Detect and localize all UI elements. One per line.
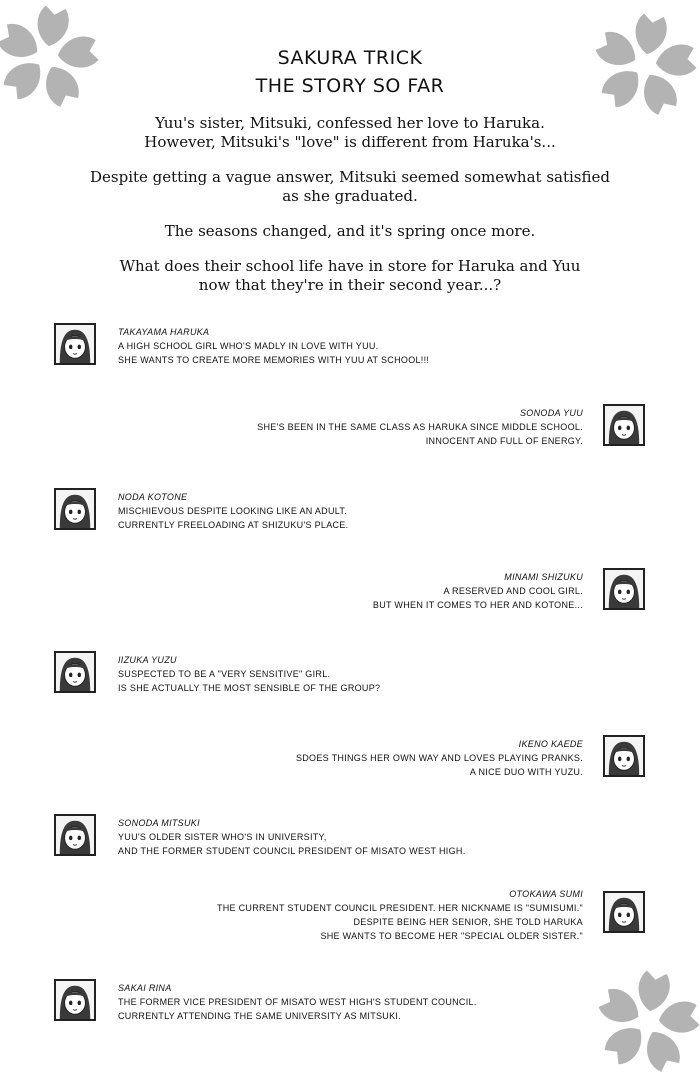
page-subtitle: THE STORY SO FAR [255, 75, 445, 97]
character-description: MISCHIEVOUS DESPITE LOOKING LIKE AN ADULT. [118, 506, 347, 516]
character-portrait-icon [603, 891, 645, 933]
character-portrait-icon [54, 814, 96, 856]
summary-line: Despite getting a vague answer, Mitsuki seemed somewhat satisfied [90, 168, 610, 186]
summary-line: now that they're in their second year...? [198, 276, 502, 294]
sakura-petal [635, 969, 672, 1013]
sakura-flower-icon [593, 967, 700, 1077]
character-description: A NICE DUO WITH YUZU. [469, 767, 583, 777]
character-entry [373, 568, 645, 612]
story-header [0, 44, 700, 311]
character-description: A RESERVED AND COOL GIRL. [443, 586, 583, 596]
character-name: IIZUKA YUZU [118, 655, 177, 665]
character-entry [296, 735, 645, 779]
summary-paragraph [0, 222, 700, 241]
character-description: THE CURRENT STUDENT COUNCIL PRESIDENT. HER NICKNAME IS "SUMISUMI." [216, 903, 583, 913]
character-portrait-icon [54, 488, 96, 530]
sakura-petal [639, 1025, 684, 1074]
character-description: A HIGH SCHOOL GIRL WHO'S MADLY IN LOVE WITH YUU. [118, 341, 379, 351]
summary-paragraph [0, 114, 700, 152]
character-entry [257, 404, 645, 448]
sakura-petal [596, 985, 645, 1031]
character-description: THE FORMER VICE PRESIDENT OF MISATO WEST HIGH'S STUDENT COUNCIL. [118, 997, 477, 1007]
summary-paragraph [0, 257, 700, 295]
summary-line: What does their school life have in store for Haruka and Yuu [119, 257, 581, 275]
character-portrait-icon [54, 323, 96, 365]
page-title: SAKURA TRICK [277, 47, 423, 69]
character-description: CURRENTLY FREELOADING AT SHIZUKU'S PLACE. [118, 520, 349, 530]
sakura-petal [657, 1000, 700, 1036]
summary-line: The seasons changed, and it's spring once more. [164, 222, 536, 240]
summary-line: However, Mitsuki's "love" is different from Haruka's... [144, 133, 556, 151]
character-portrait-icon [603, 735, 645, 777]
character-name: SAKAI RINA [118, 983, 172, 993]
character-name: NODA KOTONE [118, 492, 188, 502]
character-entry [217, 885, 645, 943]
character-portrait-icon [603, 404, 645, 446]
character-description: IS SHE ACTUALLY THE MOST SENSIBLE OF THE GROUP? [118, 683, 381, 693]
character-name: SONODA YUU [519, 408, 583, 418]
character-name: SONODA MITSUKI [118, 818, 200, 828]
character-description: SHE'S BEEN IN THE SAME CLASS AS HARUKA SINCE MIDDLE SCHOOL. [257, 422, 583, 432]
character-description: AND THE FORMER STUDENT COUNCIL PRESIDENT OF MISATO WEST HIGH. [118, 846, 466, 856]
character-portrait-icon [603, 568, 645, 610]
character-name: IKENO KAEDE [518, 739, 583, 749]
character-entry [54, 814, 466, 858]
character-name: OTOKAWA SUMI [509, 889, 583, 899]
summary-line: as she graduated. [282, 187, 418, 205]
sakura-petal [601, 1019, 651, 1069]
character-name: TAKAYAMA HARUKA [118, 327, 210, 337]
character-description: SUSPECTED TO BE A "VERY SENSITIVE" GIRL. [118, 669, 331, 679]
character-entry [54, 979, 477, 1023]
character-entry [54, 323, 429, 367]
character-portrait-icon [54, 979, 96, 1021]
character-description: DESPITE BEING HER SENIOR, SHE TOLD HARUKA [353, 917, 583, 927]
summary-line: Yuu's sister, Mitsuki, confessed her love to Haruka. [155, 114, 545, 132]
character-description: SHE WANTS TO BECOME HER "SPECIAL OLDER SISTER." [320, 931, 583, 941]
character-description: CURRENTLY ATTENDING THE SAME UNIVERSITY AS MITSUKI. [118, 1011, 402, 1021]
character-description: SDOES THINGS HER OWN WAY AND LOVES PLAYING PRANKS. [295, 753, 583, 763]
character-description: SHE WANTS TO CREATE MORE MEMORIES WITH YUU AT SCHOOL!!! [118, 355, 430, 365]
character-description: YUU'S OLDER SISTER WHO'S IN UNIVERSITY, [118, 832, 327, 842]
sakura-petal [34, 4, 71, 48]
summary-paragraph [0, 168, 700, 206]
character-description: BUT WHEN IT COMES TO HER AND KOTONE... [372, 600, 583, 610]
character-entry [54, 651, 380, 695]
character-description: INNOCENT AND FULL OF ENERGY. [425, 436, 583, 446]
character-name: MINAMI SHIZUKU [504, 572, 583, 582]
character-portrait-icon [54, 651, 96, 693]
story-summary [0, 114, 700, 295]
character-entry [54, 488, 348, 532]
